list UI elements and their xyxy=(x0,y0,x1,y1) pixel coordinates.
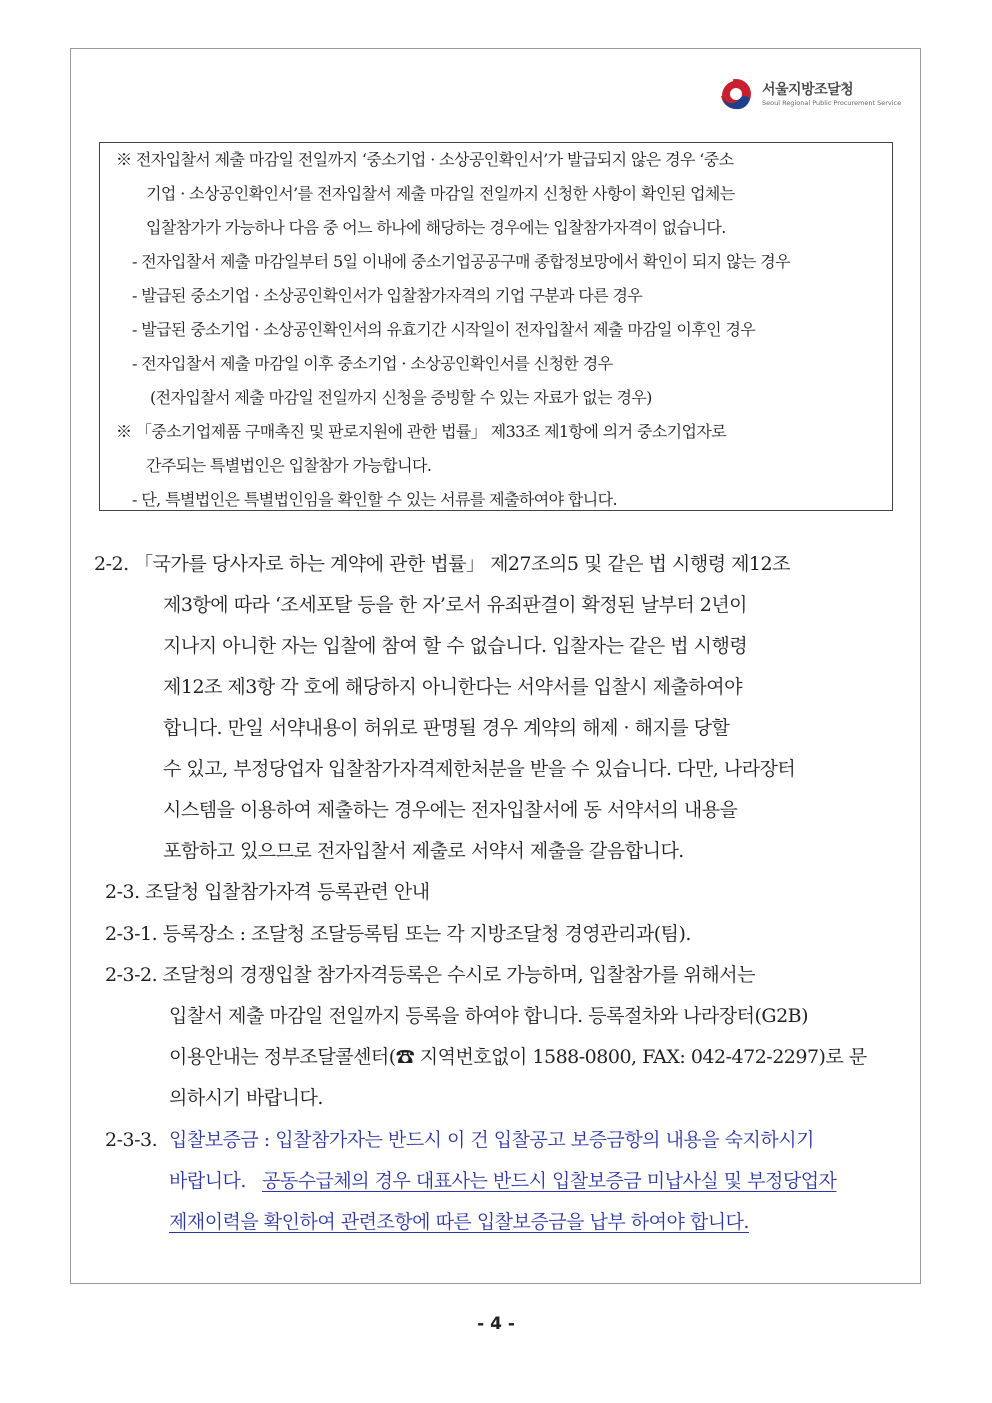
bid-deposit-line: 바랍니다. xyxy=(169,1170,246,1192)
bid-deposit-underlined-line: 제재이력을 확인하여 관련조항에 따른 입찰보증금을 납부 하여야 합니다. xyxy=(169,1211,749,1233)
notice-line: - 발급된 중소기업 · 소상공인확인서의 유효기간 시작일이 전자입찰서 제출 마감일 이후인 경우 xyxy=(132,320,756,339)
bid-deposit-line: 입찰보증금 : 입찰참가자는 반드시 이 건 입찰공고 보증금항의 내용을 숙지하시기 xyxy=(169,1129,814,1151)
bid-deposit-underlined-line: 공동수급체의 경우 대표사는 반드시 입찰보증금 미납사실 및 부정당업자 xyxy=(262,1170,837,1192)
org-name-english: Seoul Regional Public Procurement Service xyxy=(762,99,902,107)
body-line: 수 있고, 부정당업자 입찰참가자격제한처분을 받을 수 있습니다. 다만, 나라장터 xyxy=(163,758,796,780)
org-name-korean: 서울지방조달청 xyxy=(762,82,854,98)
notice-line: - 발급된 중소기업 · 소상공인확인서가 입찰참가자격의 기업 구분과 다른 경우 xyxy=(132,286,643,305)
body-line: 시스템을 이용하여 제출하는 경우에는 전자입찰서에 동 서약서의 내용을 xyxy=(163,799,738,821)
body-line: 2-2. 「국가를 당사자로 하는 계약에 관한 법률」 제27조의5 및 같은 법 시행령 제12조 xyxy=(94,553,790,575)
item-number: 2-3-3. xyxy=(105,1129,158,1151)
page-number: - 4 - xyxy=(477,1314,515,1334)
body-line: 이용안내는 정부조달콜센터(☎ 지역번호없이 1588-0800, FAX: 042-472-2297)로 문 xyxy=(169,1046,867,1068)
body-line: 제12조 제3항 각 호에 해당하지 아니한다는 서약서를 입찰시 제출하여야 xyxy=(163,676,742,698)
body-line: 의하시기 바랍니다. xyxy=(169,1087,323,1109)
body-line: 2-3-1. 등록장소 : 조달청 조달등록팀 또는 각 지방조달청 경영관리과(팀). xyxy=(105,923,691,945)
notice-line: - 전자입찰서 제출 마감일 이후 중소기업 · 소상공인확인서를 신청한 경우 xyxy=(132,354,613,373)
notice-line: - 전자입찰서 제출 마감일부터 5일 이내에 중소기업공공구매 종합정보망에서 확인이 되지 않는 경우 xyxy=(132,252,790,271)
notice-line: ※ 전자입찰서 제출 마감일 전일까지 ‘중소기업 · 소상공인확인서’가 발급되지 않은 경우 ‘중소 xyxy=(116,150,734,169)
taegeuk-emblem-icon xyxy=(718,76,754,112)
body-line: 제3항에 따라 ‘조세포탈 등을 한 자’로서 유죄판결이 확정된 날부터 2년이 xyxy=(163,594,748,616)
org-logo xyxy=(718,76,918,116)
notice-line: ※ 「중소기업제품 구매촉진 및 판로지원에 관한 법률」 제33조 제1항에 의거 중소기업자로 xyxy=(116,422,727,441)
body-line: 2-3-2. 조달청의 경쟁입찰 참가자격등록은 수시로 가능하며, 입찰참가를 위해서는 xyxy=(105,964,755,986)
body-line: 포함하고 있으므로 전자입찰서 제출로 서약서 제출을 갈음합니다. xyxy=(163,840,684,862)
section-heading: 2-3. 조달청 입찰참가자격 등록관련 안내 xyxy=(105,881,430,903)
body-line: 지나지 아니한 자는 입찰에 참여 할 수 없습니다. 입찰자는 같은 법 시행령 xyxy=(163,635,748,657)
notice-line: 간주되는 특별법인은 입찰참가 가능합니다. xyxy=(146,456,432,475)
body-line: 합니다. 만일 서약내용이 허위로 판명될 경우 계약의 해제 · 해지를 당할 xyxy=(163,717,730,739)
body-line: 입찰서 제출 마감일 전일까지 등록을 하여야 합니다. 등록절차와 나라장터(G2B) xyxy=(169,1005,809,1027)
notice-line: - 단, 특별법인은 특별법인임을 확인할 수 있는 서류를 제출하여야 합니다. xyxy=(132,490,617,509)
notice-line: (전자입찰서 제출 마감일 전일까지 신청을 증빙할 수 있는 자료가 없는 경우) xyxy=(150,388,652,407)
notice-line: 입찰참가가 가능하나 다음 중 어느 하나에 해당하는 경우에는 입찰참가자격이 없습니다. xyxy=(146,218,726,237)
notice-line: 기업 · 소상공인확인서’를 전자입찰서 제출 마감일 전일까지 신청한 사항이 확인된 업체는 xyxy=(146,184,735,203)
